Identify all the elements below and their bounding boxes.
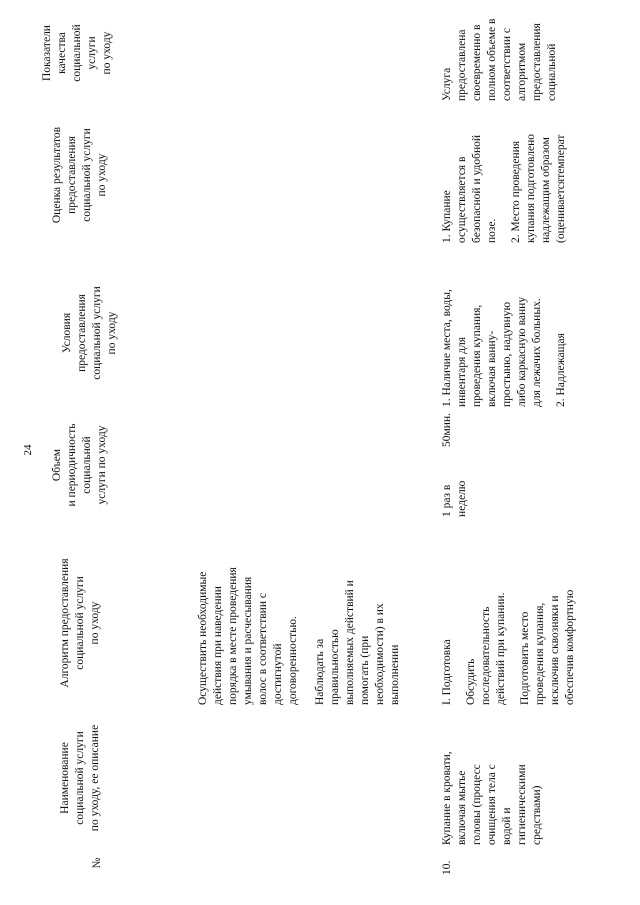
col-algorithm	[40, 539, 630, 707]
quality-1: Услуга предоставлена своевременно в полном объеме в соответствии с алгоритмом предоставления социальной	[441, 18, 558, 101]
header-volume: Объем и периодичность социальной услуги по уходу	[51, 423, 108, 507]
prev-algorithm-step-2: Наблюдать за правильностью выполняемых действий и помогать (при необходимости) в их выполнении	[314, 580, 401, 705]
col-conditions	[40, 257, 630, 409]
condition-1: 1. Наличие места, воды, инвентаря для проведения купания, включая ванну- простыню, надувную либо каркасную ванну для лежачих больных.	[441, 289, 543, 407]
col-volume	[40, 411, 630, 519]
col-name	[40, 709, 630, 847]
col-evaluation	[40, 105, 630, 245]
evaluation-2: 2. Место проведения купания подготовлено надлежащим образом (оцениваетсятемперат	[510, 133, 567, 243]
row-name-cell	[440, 711, 554, 845]
prev-row-algorithm	[196, 541, 412, 705]
duration-text: 50мин.	[441, 413, 453, 447]
evaluation-1: 1. Купание осуществляется в безопасной и удобной позе.	[441, 134, 498, 243]
header-algorithm: Алгоритм предоставления социальной услуги по уходу	[59, 558, 101, 688]
row-evaluation	[440, 107, 578, 243]
algorithm-step-2: Обсудить последовательность действий при купании.	[465, 592, 507, 705]
header-num: №	[91, 857, 103, 869]
services-table	[40, 0, 630, 877]
row-algorithm	[440, 541, 587, 705]
row-conditions	[440, 259, 578, 407]
row-number: 10.	[441, 860, 453, 875]
header-quality: Показатели качества социальной услуги по уходу	[41, 24, 113, 82]
header-evaluation: Оценка результатов предоставления социальной услуги по уходу	[51, 126, 108, 224]
page-number: 24	[22, 444, 34, 456]
algorithm-step-1: I. Подготовка	[441, 639, 453, 705]
header-name: Наименование социальной услуги по уходу, ее описание	[59, 724, 101, 832]
prev-algorithm-step-1: Осуществить необходимые действия при наведении порядка в месте проведения умывания и расчесывания волос в соответствии с достигнутой договоренностью.	[197, 567, 299, 705]
header-conditions: Условия предоставления социальной услуги по уходу	[61, 286, 118, 380]
condition-2: 2. Надлежащая	[555, 333, 567, 407]
frequency-text: 1 раз в неделю	[441, 480, 468, 517]
frequency-cell	[440, 413, 470, 517]
service-name: Купание в кровати, включая мытье головы (процесс очищения тела с водой и гигиеническими средствами)	[441, 751, 543, 845]
col-quality	[40, 3, 630, 103]
row-num	[440, 851, 464, 875]
row-volume	[440, 413, 470, 517]
row-quality	[440, 5, 569, 101]
algorithm-step-3: Подготовить место проведения купания, исключив сквозняки и обеспечив комфортную	[519, 589, 576, 705]
col-num	[40, 849, 630, 877]
